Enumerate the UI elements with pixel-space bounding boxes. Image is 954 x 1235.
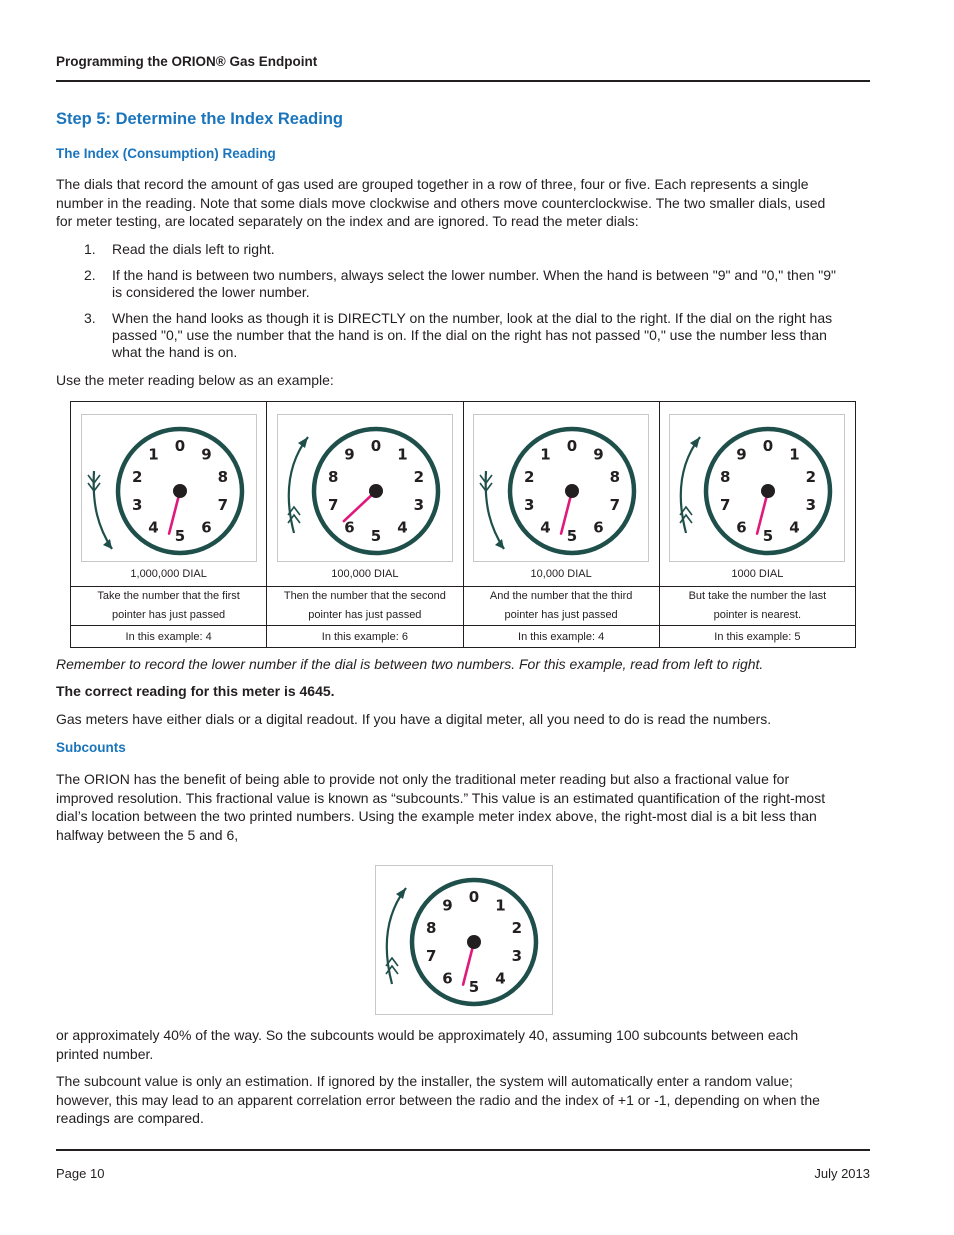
dial-number: 5 bbox=[468, 978, 480, 996]
dial-number: 3 bbox=[131, 495, 143, 514]
dial-number: 1 bbox=[397, 445, 408, 464]
dial-number: 8 bbox=[609, 468, 621, 487]
example-intro: Use the meter reading below as an example: bbox=[56, 372, 334, 388]
dial-number: 2 bbox=[524, 468, 535, 487]
list-text: Read the dials left to right. bbox=[112, 241, 275, 257]
dial-number: 2 bbox=[511, 919, 523, 938]
list-text: is considered the lower number. bbox=[112, 284, 310, 300]
dial-number: 2 bbox=[413, 468, 424, 487]
dial-number: 5 bbox=[763, 527, 774, 545]
dial-number: 2 bbox=[805, 468, 817, 487]
dial-number: 4 bbox=[495, 969, 506, 988]
subcounts-line: improved resolution. This fractional value is known as “subcounts.” This value is an estimated quantification of the right-most bbox=[56, 789, 826, 806]
dial-cell-4 bbox=[659, 402, 855, 587]
dial-cell-3 bbox=[463, 402, 659, 587]
approx-line: printed number. bbox=[56, 1045, 154, 1062]
index-subheading: The Index (Consumption) Reading bbox=[56, 146, 276, 161]
dial-number: 1 bbox=[495, 896, 506, 915]
dial-description bbox=[659, 587, 855, 626]
dial-example-value: In this example: 6 bbox=[267, 626, 463, 648]
dial-hub bbox=[467, 935, 481, 949]
dial-3-svg bbox=[474, 415, 650, 563]
dial-label: 100,000 DIAL bbox=[331, 568, 399, 580]
description-line: pointer is nearest. bbox=[713, 609, 802, 621]
dial-number: 3 bbox=[524, 495, 535, 514]
correct-reading: The correct reading for this meter is 4645. bbox=[56, 683, 335, 699]
dial-1-svg bbox=[82, 415, 258, 563]
dial-number: 5 bbox=[370, 527, 382, 545]
dial-number: 7 bbox=[720, 495, 731, 514]
dial-number: 0 bbox=[763, 437, 774, 455]
description-line: pointer has just passed bbox=[308, 609, 422, 621]
dial-2-svg bbox=[278, 415, 454, 563]
dial-number: 9 bbox=[593, 445, 604, 464]
dial-number: 4 bbox=[540, 518, 551, 537]
dial-example-value: In this example: 4 bbox=[71, 626, 267, 648]
subcount-dial-figure bbox=[375, 865, 553, 1015]
dial-cell-2 bbox=[267, 402, 463, 587]
dial-number: 3 bbox=[805, 495, 817, 514]
dial-number: 1 bbox=[789, 445, 801, 464]
list-text: passed "0," use the number that the hand is on. If the dial on the right has not passed "0," use the number less than bbox=[112, 327, 827, 343]
description-line: But take the number the last bbox=[688, 590, 827, 602]
dial-description bbox=[71, 587, 267, 626]
intro-line: number in the reading. Note that some dials move clockwise and others move counterclockwise. The two smaller dials, used bbox=[56, 194, 826, 211]
subcounts-line: halfway between the 5 and 6, bbox=[56, 827, 239, 844]
dial-number: 8 bbox=[720, 468, 731, 487]
running-header: Programming the ORION® Gas Endpoint bbox=[56, 54, 318, 69]
dial-number: 7 bbox=[217, 495, 228, 514]
list-text: If the hand is between two numbers, always select the lower number. When the hand is between "9" and "0," then "9" bbox=[112, 267, 837, 283]
step-heading: Step 5: Determine the Index Reading bbox=[56, 110, 343, 128]
dial-number: 8 bbox=[217, 468, 228, 487]
dial-figure bbox=[473, 414, 649, 562]
list-number: 3. bbox=[84, 310, 96, 326]
dial-number: 8 bbox=[327, 468, 339, 487]
dial-number: 8 bbox=[425, 919, 437, 938]
dial-figure bbox=[81, 414, 257, 562]
direction-arrowhead bbox=[396, 888, 406, 899]
dial-number: 5 bbox=[566, 527, 578, 545]
description-line: Then the number that the second bbox=[283, 590, 446, 602]
intro-line: for meter testing, are located separately on the index and are ignored. To read the meter dials: bbox=[56, 213, 639, 230]
intro-paragraph bbox=[56, 175, 870, 231]
approx-paragraph bbox=[56, 1026, 870, 1063]
dial-hub bbox=[565, 484, 579, 498]
dial-number: 7 bbox=[425, 946, 437, 965]
list-number: 2. bbox=[84, 267, 96, 283]
dial-figure bbox=[277, 414, 453, 562]
dial-number: 9 bbox=[736, 445, 748, 464]
dial-description bbox=[267, 587, 463, 626]
dial-number: 6 bbox=[344, 518, 355, 537]
dial-number: 7 bbox=[327, 495, 339, 514]
dial-label: 10,000 DIAL bbox=[530, 568, 592, 580]
page-number: Page 10 bbox=[56, 1166, 105, 1181]
dial-number: 2 bbox=[131, 468, 143, 487]
dial-hub bbox=[761, 484, 775, 498]
dial-number: 0 bbox=[174, 437, 185, 455]
dial-number: 6 bbox=[442, 969, 453, 988]
dial-number: 6 bbox=[593, 518, 604, 537]
dial-number: 5 bbox=[174, 527, 185, 545]
dial-number: 4 bbox=[147, 518, 159, 537]
estimation-line: The subcount value is only an estimation. If ignored by the installer, the system will automatically enter a random value; bbox=[56, 1073, 793, 1089]
list-text: what the hand is on. bbox=[112, 344, 238, 360]
header-rule bbox=[56, 80, 870, 82]
description-line: And the number that the third bbox=[489, 590, 633, 602]
footer-rule bbox=[56, 1149, 870, 1151]
digital-note: Gas meters have either dials or a digital readout. If you have a digital meter, all you need to do is read the numbers. bbox=[56, 711, 772, 727]
dial-hub bbox=[369, 484, 383, 498]
dial-number: 0 bbox=[566, 437, 578, 455]
direction-arrow-shaft bbox=[93, 471, 111, 549]
dial-label: 1,000,000 DIAL bbox=[130, 568, 207, 580]
dial-number: 4 bbox=[397, 518, 408, 537]
intro-line: The dials that record the amount of gas used are grouped together in a row of three, four or five. Each represents a single bbox=[56, 176, 809, 192]
list-text: When the hand looks as though it is DIRECTLY on the number, look at the dial to the right. If the dial on the right has bbox=[112, 310, 833, 326]
subcounts-paragraph bbox=[56, 770, 870, 845]
dial-label: 1000 DIAL bbox=[731, 568, 784, 580]
dial-hub bbox=[173, 484, 187, 498]
dial-number: 1 bbox=[540, 445, 551, 464]
subcounts-line: dial’s location between the two printed numbers. Using the example meter index above, the right-most dial is a bit less than bbox=[56, 808, 817, 825]
description-line: Take the number that the first bbox=[97, 590, 240, 602]
dial-number: 9 bbox=[442, 896, 453, 915]
dial-number: 3 bbox=[413, 495, 424, 514]
dial-number: 6 bbox=[200, 518, 212, 537]
dial-example-value: In this example: 4 bbox=[463, 626, 659, 648]
estimation-paragraph bbox=[56, 1072, 870, 1128]
dial-description bbox=[463, 587, 659, 626]
dial-number: 7 bbox=[609, 495, 621, 514]
subcount-dial-svg bbox=[376, 866, 554, 1016]
dial-figure bbox=[669, 414, 845, 562]
publication-date: July 2013 bbox=[814, 1166, 870, 1181]
estimation-line: readings are compared. bbox=[56, 1110, 204, 1127]
dial-number: 3 bbox=[511, 946, 523, 965]
dial-number: 1 bbox=[147, 445, 159, 464]
dial-table bbox=[70, 401, 856, 648]
remember-note: Remember to record the lower number if the dial is between two numbers. For this example, read from left to right. bbox=[56, 656, 764, 672]
description-line: pointer has just passed bbox=[112, 609, 226, 621]
subcounts-line: The ORION has the benefit of being able to provide not only the traditional meter reading but also a fractional value for bbox=[56, 771, 790, 787]
dial-number: 6 bbox=[736, 518, 748, 537]
list-number: 1. bbox=[84, 241, 96, 257]
subcounts-heading: Subcounts bbox=[56, 740, 126, 755]
approx-line: or approximately 40% of the way. So the subcounts would be approximately 40, assuming 100 subcounts between each bbox=[56, 1027, 799, 1043]
direction-arrowhead bbox=[690, 437, 700, 448]
direction-arrowhead bbox=[298, 437, 308, 448]
dial-number: 0 bbox=[370, 437, 382, 455]
dial-cell-1 bbox=[71, 402, 267, 587]
dial-number: 4 bbox=[789, 518, 801, 537]
dial-4-svg bbox=[670, 415, 846, 563]
dial-example-value: In this example: 5 bbox=[659, 626, 855, 648]
estimation-line: however, this may lead to an apparent correlation error between the radio and the index of +1 or -1, depending on when the bbox=[56, 1091, 820, 1108]
dial-number: 0 bbox=[468, 888, 480, 906]
direction-arrow-shaft bbox=[486, 471, 504, 549]
dial-number: 9 bbox=[200, 445, 212, 464]
dial-number: 9 bbox=[344, 445, 355, 464]
description-line: pointer has just passed bbox=[504, 609, 618, 621]
